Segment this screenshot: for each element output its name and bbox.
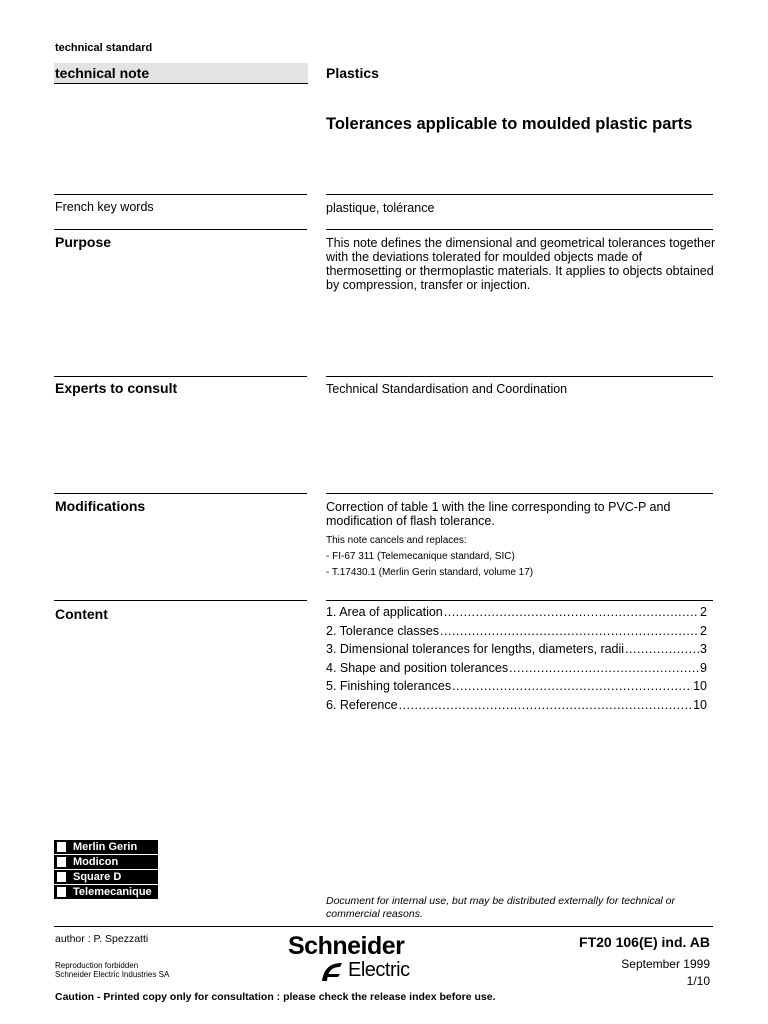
brand-label: Modicon [73,856,119,868]
brand-square-icon [57,857,66,867]
logo-word-schneider: Schneider [288,932,405,960]
brand-square-icon [57,842,66,852]
toc-entry[interactable] [326,679,707,698]
divider [54,493,307,494]
toc-leader-dots [509,661,699,675]
divider [54,600,307,601]
divider [54,376,307,377]
company-name: Schneider Electric Industries SA [55,970,170,979]
purpose-text: This note defines the dimensional and geometrical tolerances together with the deviations tolerated for moulded objects made of thermosetting or thermoplastic materials. It applies to objects obtained by compression, transfer or injection. [326,236,716,292]
toc-entry-page: 3 [700,642,707,657]
document-type: technical standard [55,42,153,54]
toc-leader-dots [399,698,693,712]
divider [326,229,713,230]
logo-se-mark-icon [318,959,346,985]
document-date: September 1999 [621,957,710,971]
brand-telemecanique [54,885,158,899]
divider [326,493,713,494]
toc-entry-label: 1. Area of application [326,605,443,619]
reproduction-notice [55,961,169,979]
note-type-label: technical note [55,65,150,81]
toc-entry-page: 10 [693,679,707,694]
cancels-item: - FI-67 311 (Telemecanique standard, SIC) [326,551,515,562]
divider [326,376,713,377]
divider [54,229,307,230]
note-type-banner [54,63,308,84]
toc-entry[interactable] [326,642,707,661]
toc-entry-label: 2. Tolerance classes [326,623,440,638]
keywords-label: French key words [55,200,154,214]
toc-entry-label: 4. Shape and position tolerances [326,660,509,675]
reproduction-forbidden: Reproduction forbidden [55,961,139,970]
toc-entry-page: 9 [700,660,707,675]
cancels-block [326,533,716,581]
experts-text: Technical Standardisation and Coordination [326,382,568,396]
toc-entry-label: 3. Dimensional tolerances for lengths, diameters, radii [326,642,625,657]
document-title: Tolerances applicable to moulded plastic parts [326,115,693,133]
page-number: 1/10 [686,974,710,988]
document-reference: FT20 106(E) ind. AB [579,934,710,950]
toc-entry[interactable] [326,698,707,717]
toc-entry-label: 5. Finishing tolerances [326,679,452,694]
schneider-electric-logo [288,932,438,990]
divider [326,194,713,195]
brand-label: Telemecanique [73,886,152,898]
footer-divider [54,926,713,927]
experts-heading: Experts to consult [55,380,178,396]
distribution-disclaimer: Document for internal use, but may be distributed externally for technical or commercial reasons. [326,895,676,920]
keywords-value: plastique, tolérance [326,201,435,215]
caution-notice: Caution - Printed copy only for consultation : please check the release index before use. [55,991,496,1003]
divider [326,600,713,601]
logo-word-electric: Electric [348,959,410,981]
modifications-text: Correction of table 1 with the line corresponding to PVC-P and modification of flash tolerance. [326,500,671,528]
table-of-contents [326,605,707,717]
toc-leader-dots [440,624,699,638]
brand-square-icon [57,872,66,882]
cancels-intro: This note cancels and replaces: [326,535,467,546]
toc-entry[interactable] [326,624,707,643]
toc-entry-page: 2 [700,605,707,619]
toc-leader-dots [625,642,699,656]
toc-entry[interactable] [326,661,707,680]
divider [54,194,307,195]
toc-entry[interactable] [326,605,707,624]
cancels-item: - T.17430.1 (Merlin Gerin standard, volume 17) [326,567,534,578]
brand-square-icon [57,887,66,897]
toc-entry-page: 10 [693,697,707,712]
brand-label: Square D [73,871,122,883]
author-line: author : P. Spezzatti [55,933,149,945]
brand-logos [54,840,158,900]
toc-entry-label: 6. Reference [326,697,398,712]
modifications-heading: Modifications [55,498,146,514]
content-heading: Content [55,606,108,622]
purpose-heading: Purpose [55,234,112,250]
document-subject: Plastics [326,65,379,81]
toc-leader-dots [444,605,699,619]
brand-square-d [54,870,158,884]
brand-label: Merlin Gerin [73,841,138,853]
toc-entry-page: 2 [700,623,707,638]
toc-leader-dots [452,679,692,693]
brand-merlin-gerin [54,840,158,854]
brand-modicon [54,855,158,869]
